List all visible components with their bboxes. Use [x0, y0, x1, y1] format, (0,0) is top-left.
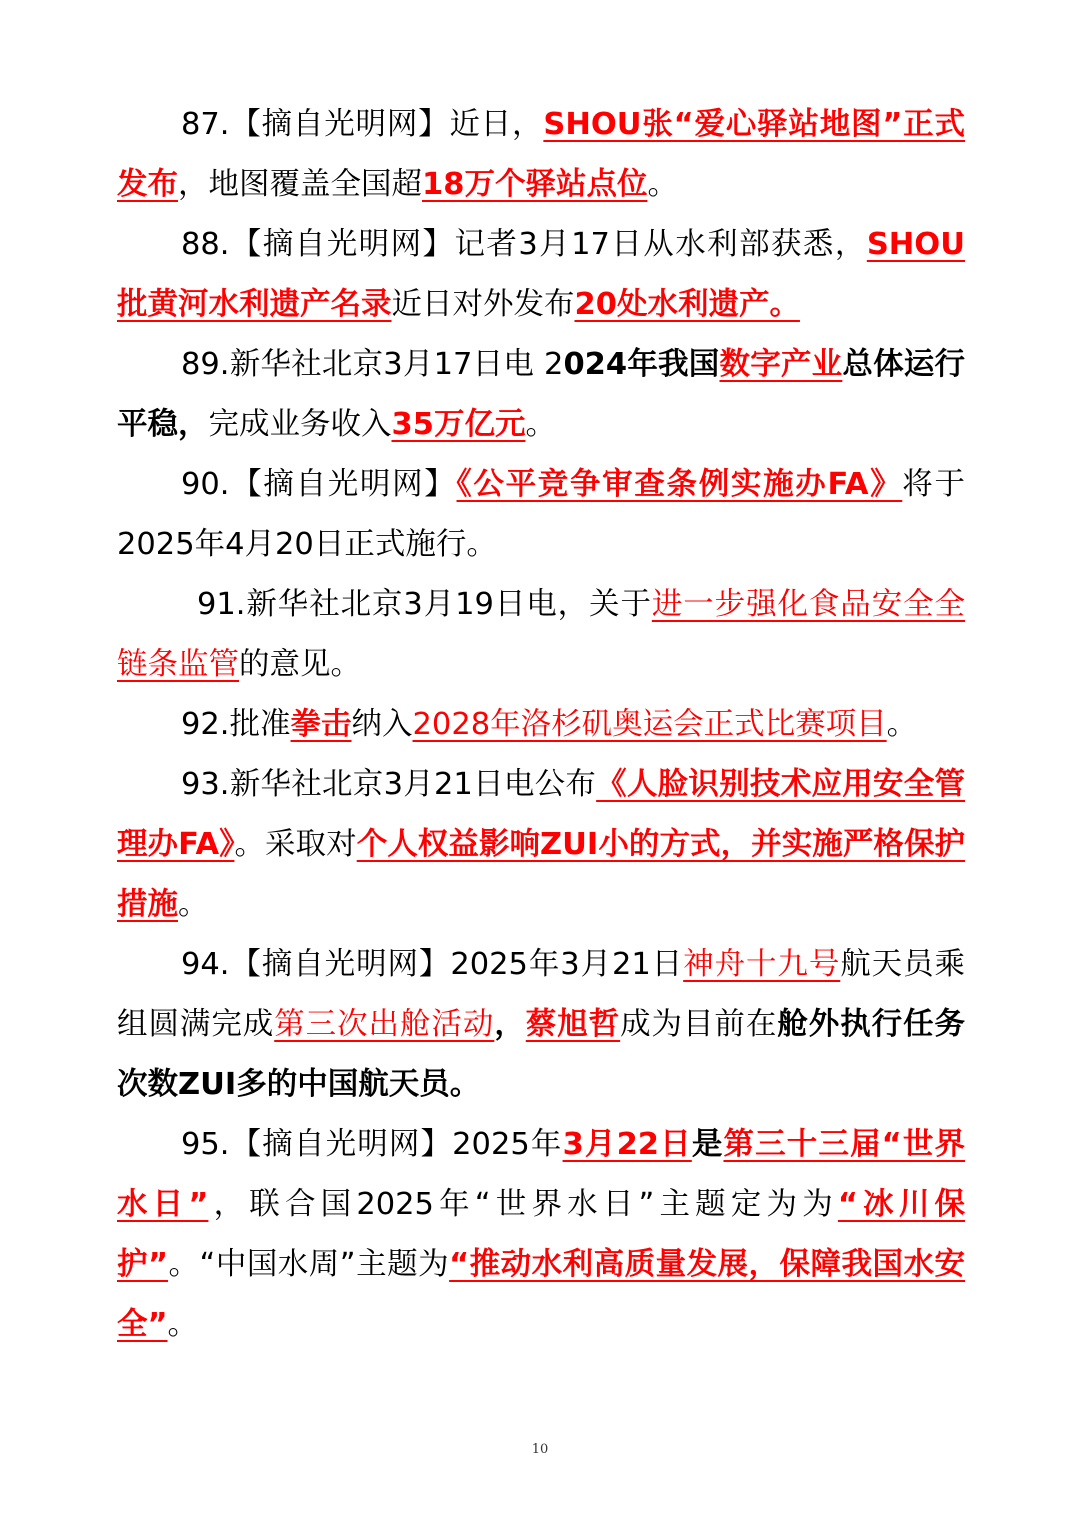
text-segment: SHOU批黄河水利遗产名录: [117, 227, 965, 322]
text-segment: “推动水利高质量发展，保障我国水安全”: [117, 1247, 966, 1342]
text-segment: 92.批准: [181, 707, 291, 742]
text-segment: 20处水利遗产。: [574, 287, 800, 322]
text-segment: 《公平竞争审查条例实施办FA》: [456, 467, 903, 502]
text-segment: 94.【摘自光明网】2025年3月21日: [181, 947, 684, 982]
text-segment: 成为目前在: [620, 1007, 778, 1042]
text-segment: 。采取对: [234, 827, 357, 862]
text-segment: ，: [494, 1007, 526, 1042]
text-segment: 近日对外发布: [391, 287, 575, 322]
text-segment: 93.新华社北京3月21日电公布: [181, 767, 597, 802]
text-segment: 。: [167, 1307, 199, 1342]
text-segment: ，联合国2025年“世界水日”主题定为为: [208, 1187, 838, 1222]
news-item-92: [117, 695, 965, 755]
news-item-90: [117, 455, 965, 575]
text-segment: 纳入: [351, 707, 413, 742]
text-segment: 第三次出舱活动: [274, 1007, 495, 1042]
text-segment: SHOU张“爱心驿站地图”正式发布: [117, 107, 965, 202]
text-segment: 完成业务收入: [208, 407, 392, 442]
news-item-89: [117, 335, 965, 455]
text-segment: 18万个驿站点位: [422, 167, 648, 202]
text-segment: 87.【摘自光明网】近日，: [181, 107, 544, 142]
news-item-93: [117, 755, 965, 935]
text-segment: 蔡旭哲: [525, 1007, 621, 1042]
text-segment: 航天员乘组圆满完成: [117, 947, 966, 1042]
text-segment: 91.新华社北京3月19日电，关于: [197, 587, 652, 622]
news-item-88: [117, 215, 965, 335]
text-segment: 3月22日: [562, 1127, 692, 1162]
text-segment: 。“中国水周”主题为: [168, 1247, 450, 1282]
text-segment: 2028年洛杉矶奥运会正式比赛项目: [412, 707, 887, 742]
text-segment: 数字产业: [719, 347, 843, 382]
text-segment: 个人权益影响ZUI小的方式，并实施严格保护措施: [117, 827, 965, 922]
text-segment: ，地图覆盖全国超: [178, 167, 422, 202]
text-segment: 。: [525, 407, 556, 442]
text-segment: 。: [178, 887, 209, 922]
text-segment: 35万亿元: [391, 407, 526, 442]
text-segment: “冰川保护”: [117, 1187, 966, 1282]
text-segment: 。: [886, 707, 918, 742]
news-item-87: [117, 95, 965, 215]
text-segment: 进一步强化食品安全全链条监管: [117, 587, 966, 682]
text-segment: 舱外执行任务次数ZUI多的中国航天员。: [117, 1007, 966, 1102]
text-segment: 神舟十九号: [683, 947, 841, 982]
news-item-94: [117, 935, 965, 1115]
text-segment: 95.【摘自光明网】2025年: [181, 1127, 563, 1162]
news-list: [117, 95, 965, 1355]
text-segment: 88.【摘自光明网】记者3月17日从水利部获悉，: [181, 227, 867, 262]
text-segment: 总体运行平稳，: [117, 347, 966, 442]
text-segment: 第三十三届“世界水日”: [117, 1127, 966, 1222]
text-segment: 024年我国: [563, 347, 720, 382]
text-segment: 的意见。: [239, 647, 361, 682]
text-segment: 将于2025年4月20日正式施行。: [117, 467, 965, 562]
page-number: 10: [531, 1442, 549, 1457]
text-segment: 89.新华社北京3月17日电 2: [181, 347, 564, 382]
text-segment: 《人脸识别技术应用安全管理办FA》: [117, 767, 965, 862]
text-segment: 。: [647, 167, 678, 202]
news-item-91: [117, 575, 965, 695]
news-item-95: [117, 1115, 965, 1355]
text-segment: 90.【摘自光明网】: [181, 467, 457, 502]
text-segment: 拳击: [290, 707, 352, 742]
text-segment: 是: [691, 1127, 724, 1162]
